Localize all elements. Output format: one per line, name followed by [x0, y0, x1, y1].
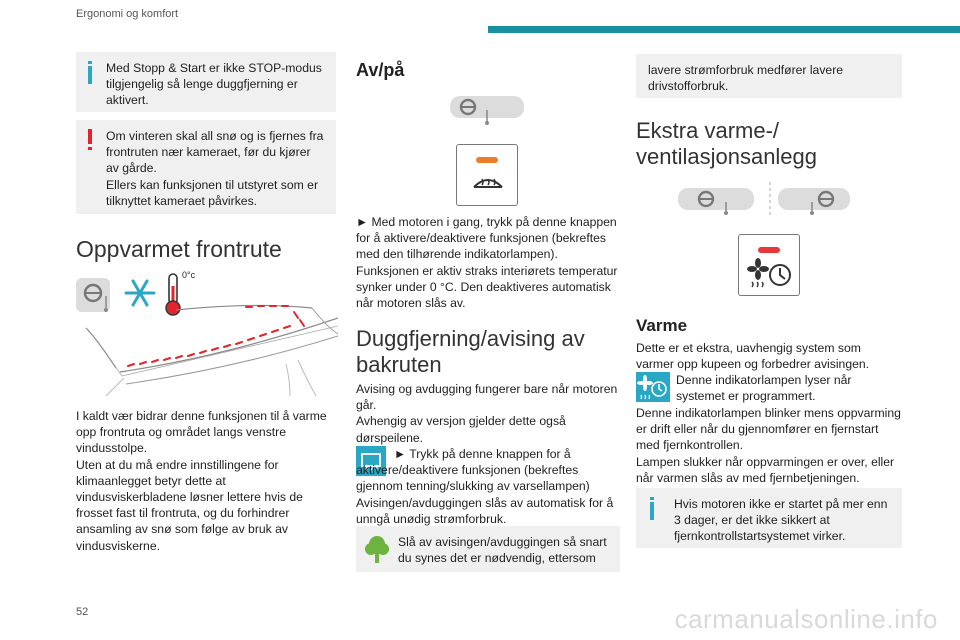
warning-box-camera [76, 120, 336, 214]
info-box-stop-start [76, 52, 336, 112]
header-accent-bar [488, 26, 960, 33]
steering-wheel-left-right-icon [678, 182, 850, 218]
on-off-body: ► Med motoren i gang, trykk på denne knappen for å aktivere/deaktivere funksjonen (bekreftes med den tilhørende indikatorlampen). Funksjonen er aktiv straks interiørets temperatur synker under 0 °C. Den deaktiveres automatisk når motoren slås av. [356, 215, 618, 311]
warning-icon [88, 129, 92, 144]
thermometer-icon [166, 274, 180, 315]
heating-indicator-icon [636, 372, 670, 402]
heading-on-off: Av/på [356, 60, 405, 80]
eco-tip-continued-text: lavere strømforbruk medfører lavere drivstofforbruk. [648, 63, 844, 94]
steering-wheel-icon [450, 96, 524, 126]
windscreen-heat-icon [471, 171, 505, 195]
zero-degree-label: 0°c [182, 270, 196, 280]
rear-demist-body: Avising og avdugging fungerer bare når motoren går. Avhengig av versjon gjelder dette også dørspeilene. [356, 382, 618, 445]
eco-tip-continued [636, 54, 902, 98]
info-remote-text: Hvis motoren ikke er startet på mer enn 3 dager, er det ikke sikkert at fjernkontrollstartsystemet virker. [674, 497, 888, 544]
page-number: 52 [76, 606, 89, 618]
eco-tip-text: Slå av avisingen/avduggingen så snart du synes det er nødvendig, ettersom [398, 535, 607, 566]
heading-heating: Varme [636, 316, 688, 335]
heated-windscreen-body: I kaldt vær bidrar denne funksjonen til å varme opp frontruta og området langs venstre vindusstolpe. Uten at du må endre innstillingene for klimaanlegget betyr dette at vindusviskerbladene løsner lettere hvis de frosset fast til frontruta, og du forhindrer ansamling av snø som følge av bruk av vindusviskerne. [76, 409, 327, 553]
info-text: Med Stopp & Start er ikke STOP-modus tilgjengelig så lenge duggfjerning er aktivert. [106, 61, 322, 108]
warning-text: Om vinteren skal all snø og is fjernes fra frontruten nær kameraet, før du kjører av gårde. Ellers kan funksjonen til utstyret som er tilknyttet kameraet påvirkes. [106, 129, 324, 208]
snowflake-icon [126, 281, 154, 305]
eco-tree-icon [364, 534, 390, 564]
info-box-remote-start [636, 488, 902, 548]
info-icon [650, 502, 654, 520]
fan-timer-icon [747, 257, 793, 291]
heating-body: Dette er et ekstra, uavhengig system som varmer opp kupeen og forbedrer avisingen. [636, 341, 870, 372]
indicator-lamp [758, 247, 780, 253]
eco-tip-box [356, 526, 620, 572]
auxiliary-heating-button-icon [738, 234, 800, 296]
heated-windscreen-illustration [76, 268, 338, 396]
indicator-lamp [476, 157, 498, 163]
indicator-blink-text: Denne indikatorlampen blinker mens oppvarming er drift eller når du gjennomfører en fjernstart med fjernkontrollen. Lampen slukker når oppvarmingen er over, eller når varmen slås av med fjernbetjeningen. [636, 406, 901, 485]
windscreen-heating-button-icon [456, 144, 518, 206]
rear-demist-instructions: ► Trykk på denne knappen for å aktivere/deaktivere funksjonen (bekreftes gjennom tenning/slukking av varsellampen) Avisingen/avduggingen slås av automatisk for å unngå unødig strømforbruk. [356, 447, 614, 526]
indicator-programmed-text: Denne indikatorlampen lyser når systemet er programmert. [676, 373, 852, 404]
heading-rear-demist: Duggfjerning/avising av bakruten [356, 326, 585, 377]
steering-wheel-icon [76, 278, 110, 312]
info-icon [88, 66, 92, 84]
heading-auxiliary-heating: Ekstra varme-/ ventilasjonsanlegg [636, 118, 818, 169]
heading-heated-windscreen: Oppvarmet frontrute [76, 236, 282, 262]
section-title: Ergonomi og komfort [76, 8, 179, 20]
watermark: carmanualsonline.info [674, 604, 938, 634]
